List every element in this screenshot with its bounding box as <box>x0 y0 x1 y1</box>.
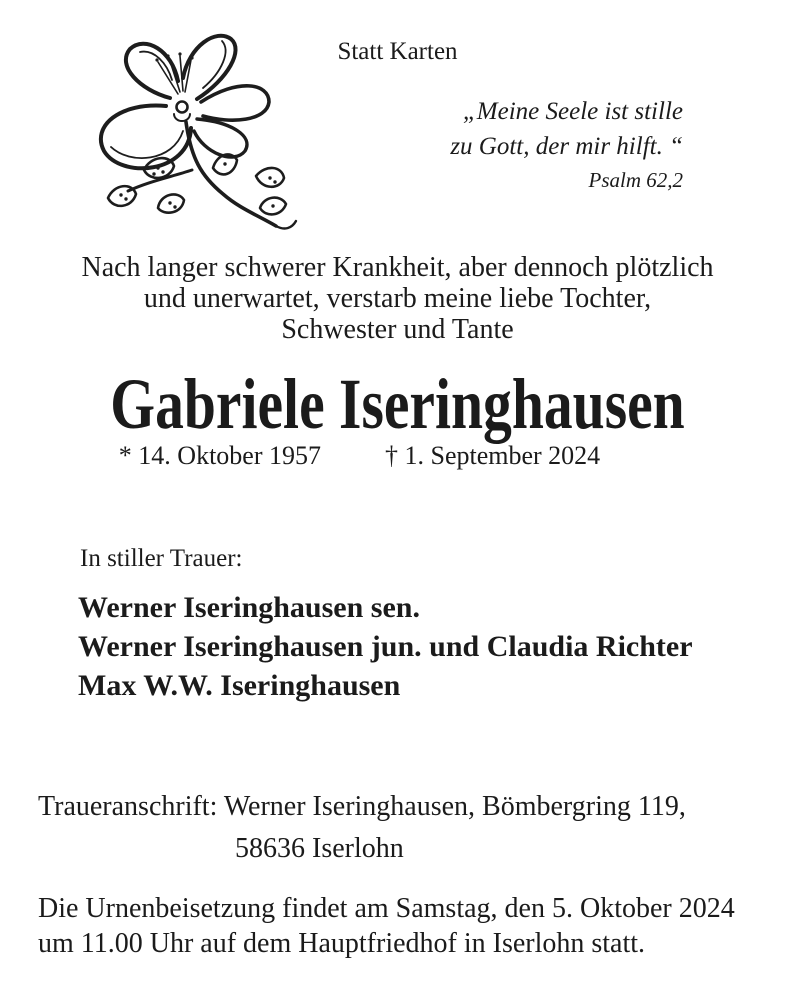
birth-date: * 14. Oktober 1957 <box>118 441 321 470</box>
intro-paragraph <box>0 252 795 345</box>
mourner-name: Max W.W. Iseringhausen <box>78 669 401 702</box>
statt-karten-label: Statt Karten <box>337 38 458 65</box>
deceased-name: Gabriele Iseringhausen <box>110 364 685 444</box>
mourning-label: In stiller Trauer: <box>80 545 243 572</box>
intro-line: und unerwartet, verstarb meine liebe Tochter, <box>143 283 652 314</box>
intro-line: Nach langer schwerer Krankheit, aber dennoch plötzlich <box>81 252 714 283</box>
quote-source: Psalm 62,2 <box>588 168 683 192</box>
death-date: † 1. September 2024 <box>385 441 601 470</box>
scripture-quote <box>450 94 683 193</box>
funeral-line: Die Urnenbeisetzung findet am Samstag, den 5. Oktober 2024 <box>38 893 735 924</box>
quote-line: „Meine Seele ist stille <box>462 98 683 125</box>
funeral-line: um 11.00 Uhr auf dem Hauptfriedhof in Iserlohn statt. <box>38 928 646 959</box>
quote-line: zu Gott, der mir hilft. “ <box>450 133 683 160</box>
mourning-address-line1: Traueranschrift: Werner Iseringhausen, Bömbergring 119, <box>38 791 686 822</box>
mourners-list <box>78 588 693 705</box>
mourning-address-line2: 58636 Iserlohn <box>235 833 404 864</box>
mourner-name: Werner Iseringhausen jun. und Claudia Richter <box>78 630 693 663</box>
funeral-info <box>38 891 735 961</box>
intro-line: Schwester und Tante <box>281 314 514 345</box>
life-dates <box>0 441 757 471</box>
mourner-name: Werner Iseringhausen sen. <box>78 591 420 624</box>
